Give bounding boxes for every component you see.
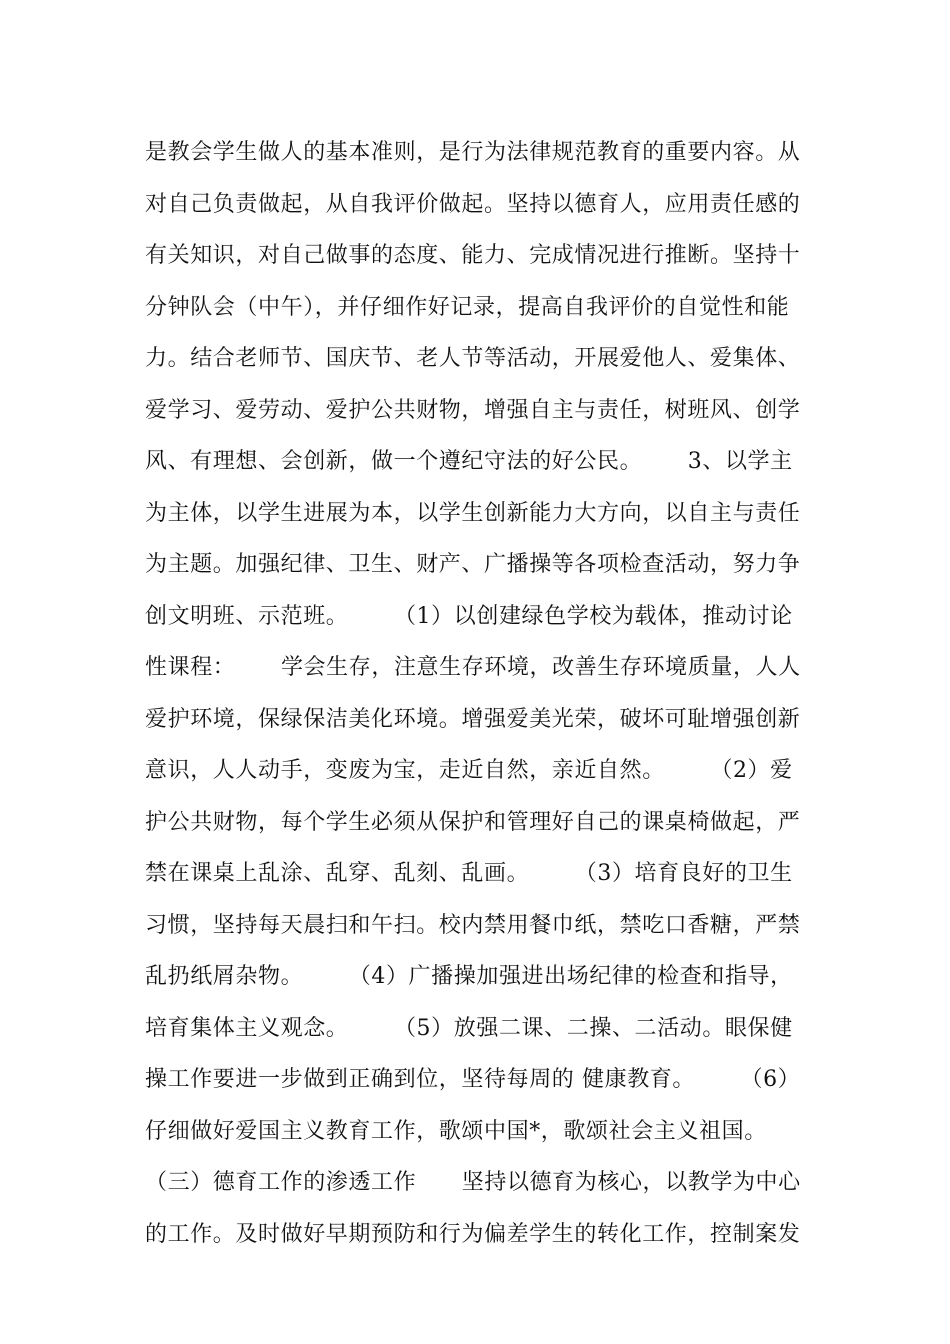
text-line: 分钟队会（中午），并仔细作好记录，提高自我评价的自觉性和能 xyxy=(145,294,790,320)
text-line: 对自己负责做起，从自我评价做起。坚持以德育人，应用责任感的 xyxy=(145,191,801,217)
text-line: 意识，人人动手，变废为宝，走近自然，亲近自然。 （2）爱 xyxy=(145,758,793,783)
text-line: 禁在课桌上乱涂、乱穿、乱刻、乱画。 （3）培育良好的卫生 xyxy=(145,861,793,886)
text-line: 护公共财物，每个学生必须从保护和管理好自己的课桌椅做起，严 xyxy=(145,809,801,835)
text-line: 创文明班、示范班。 （1）以创建绿色学校为载体，推动讨论 xyxy=(145,603,793,629)
text-line: 培育集体主义观念。 （5）放强二课、二操、二活动。眼保健 xyxy=(145,1015,793,1041)
text-line: 风、有理想、会创新，做一个遵纪守法的好公民。 3、以学主 xyxy=(145,449,793,474)
document-body xyxy=(145,133,825,1266)
text-line: 力。结合老师节、国庆节、老人节等活动，开展爱他人、爱集体、 xyxy=(145,346,801,371)
text-line: 爱护环境，保绿保洁美化环境。增强爱美光荣，破坏可耻增强创新 xyxy=(145,706,801,732)
text-line: 乱扔纸屑杂物。 （4）广播操加强进出场纪律的检查和指导， xyxy=(145,964,793,989)
text-line: （三）德育工作的渗透工作 坚持以德育为核心，以教学为中心 xyxy=(145,1170,801,1195)
text-line: 是教会学生做人的基本准则，是行为法律规范教育的重要内容。从 xyxy=(145,140,801,165)
text-line: 为主体，以学生进展为本，以学生创新能力大方向，以自主与责任 xyxy=(145,500,801,526)
text-line: 仔细做好爱国主义教育工作，歌颂中国*，歌颂社会主义祖国。 xyxy=(145,1118,767,1144)
text-line: 为主题。加强纪律、卫生、财产、广播操等各项检查活动，努力争 xyxy=(145,552,801,577)
text-line: 爱学习、爱劳动、爱护公共财物，增强自主与责任，树班风、创学 xyxy=(145,397,801,423)
text-line: 的工作。及时做好早期预防和行为偏差学生的转化工作，控制案发 xyxy=(145,1221,801,1247)
text-line: 操工作要进一步做到正确到位，坚待每周的 健康教育。 （6） xyxy=(145,1067,801,1092)
text-line: 性课程： 学会生存，注意生存环境，改善生存环境质量，人人 xyxy=(145,655,801,680)
text-line: 有关知识，对自己做事的态度、能力、完成情况进行推断。坚持十 xyxy=(145,243,801,268)
text-line: 习惯，坚持每天晨扫和午扫。校内禁用餐巾纸，禁吃口香糖，严禁 xyxy=(145,912,801,938)
